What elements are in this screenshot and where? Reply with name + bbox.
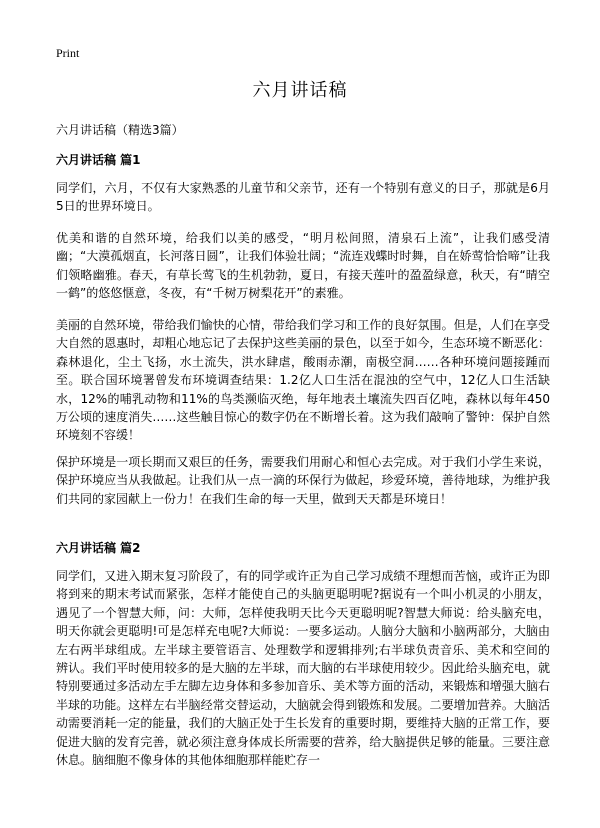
paragraph: 同学们，又进入期末复习阶段了，有的同学或许正为自己学习成绩不理想而苦恼，或许正为即将到来的期末考试而紧张，怎样才能使自己的头脑更聪明呢?据说有一个叫小机灵的小朋友，遇见了一个智慧大师，问：大师，怎样使我明天比今天更聪明呢?智慧大师说：给头脑充电，明天你就会更聪明!可是怎样充电呢?大师说：一要多运动。人脑分大脑和小脑两部分，大脑由左右两半球组成。左半球主要管语言、处理数学和逻辑排列;右半球负责音乐、美术和空间的辨认。我们平时使用较多的是大脑的左半球，而大脑的右半球使用较少。因此给头脑充电，就特别要通过多活动左手左脚左边身体和多参加音乐、美术等方面的活动，来锻炼和增强大脑右半球的功能。这样左右半脑经常交替运动，大脑就会得到锻炼和发展。二要增加营养。大脑活动需要消耗一定的能量，我们的大脑正处于生长发育的重要时期，要维持大脑的正常工作，要促进大脑的发育完善，就必须注意身体成长所需要的营养，给大脑提供足够的能量。三要注意休息。脑细胞不像身体的其他体细胞那样能贮存一 [56,569,550,768]
paragraph: 同学们，六月，不仅有大家熟悉的儿童节和父亲节，还有一个特别有意义的日子，那就是6月5日的世界环境日。 [56,181,550,214]
paragraph: 美丽的自然环境，带给我们愉快的心情，带给我们学习和工作的良好氛围。但是，人们在享受大自然的恩惠时，却粗心地忘记了去保护这些美丽的景色，以至于如今，生态环境不断恶化：森林退化，尘土飞扬，水土流失，洪水肆虐，酸雨赤潮，南极空洞……各种环境问题接踵而至。联合国环境署曾发布环境调查结果：1.2亿人口生活在混浊的空气中，12亿人口生活缺水，12%的哺乳动物和11%的鸟类濒临灭绝，每年地表土壤流失四百亿吨，森林以每年450万公顷的速度消失……这些触目惊心的数字仍在不断增长着。这为我们敲响了警钟：保护自然环境刻不容缓！ [56,318,550,443]
paragraph: 保护环境是一项长期而又艰巨的任务，需要我们用耐心和恒心去完成。对于我们小学生来说，保护环境应当从我做起。让我们从一点一滴的环保行为做起，珍爱环境，善待地球，为维护我们共同的家园献上一份力！在我们生命的每一天里，做到天天都是环境日！ [56,455,550,506]
page-title: 六月讲话稿 [252,80,348,101]
paragraph: 优美和谐的自然环境，给我们以美的感受，“明月松间照，清泉石上流”，让我们感受清幽；“大漠孤烟直，长河落日圆”，让我们体验壮阔；“流连戏蝶时时舞，自在娇莺恰恰啼”让我们领略幽雅。春天，有草长莺飞的生机勃勃，夏日，有接天莲叶的盈盈绿意，秋天，有“晴空一鹤”的悠悠惬意，冬夜，有“千树万树梨花开”的素雅。 [56,231,550,301]
page-subtitle: 六月讲话稿（精选3篇） [56,123,184,137]
section-heading: 六月讲话稿 篇1 [56,153,141,167]
print-link[interactable]: Print [56,46,80,60]
section-heading: 六月讲话稿 篇2 [56,541,141,555]
